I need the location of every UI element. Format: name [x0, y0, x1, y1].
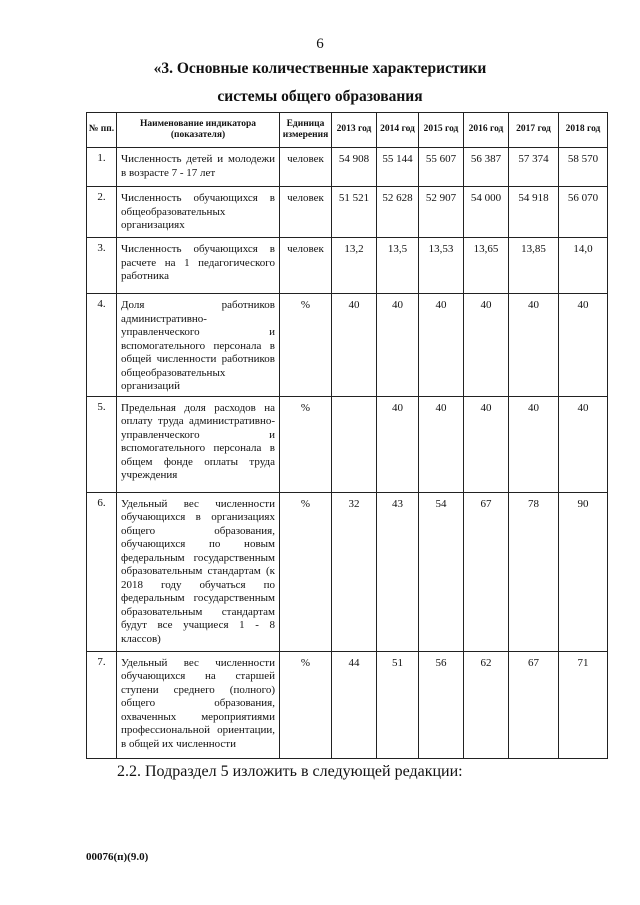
value-cell: 40	[559, 396, 608, 492]
value-cell: 40	[464, 396, 509, 492]
value-cell: 40	[419, 396, 464, 492]
indicators-table	[86, 112, 608, 759]
row-number: 3.	[87, 238, 117, 294]
value-cell: 54 908	[332, 148, 377, 187]
header-year: 2017 год	[509, 113, 559, 148]
value-cell: 40	[377, 396, 419, 492]
value-cell: 90	[559, 492, 608, 651]
value-cell: 67	[509, 651, 559, 758]
value-cell: 13,53	[419, 238, 464, 294]
table-row	[87, 187, 608, 238]
table-row	[87, 148, 608, 187]
value-cell	[332, 396, 377, 492]
unit-cell: %	[280, 492, 332, 651]
indicator-name: Численность обучающихся в расчете на 1 педагогического работника	[117, 238, 280, 294]
value-cell: 54	[419, 492, 464, 651]
header-name: Наименование индикатора (показателя)	[117, 113, 280, 148]
document-code: 00076(п)(9.0)	[86, 851, 149, 863]
page-number: 6	[316, 36, 324, 52]
row-number: 7.	[87, 651, 117, 758]
value-cell: 40	[509, 396, 559, 492]
row-number: 2.	[87, 187, 117, 238]
indicator-name: Удельный вес численности обучающихся в организациях общего образования, обучающихся по новым федеральным государственным образовательным стандартам (к 2018 году обучаться по федеральным государственным образовательным стандартам будут все учащиеся 1 - 8 классов)	[117, 492, 280, 651]
value-cell: 13,85	[509, 238, 559, 294]
table-row	[87, 651, 608, 758]
value-cell: 58 570	[559, 148, 608, 187]
unit-cell: человек	[280, 238, 332, 294]
value-cell: 52 907	[419, 187, 464, 238]
unit-cell: %	[280, 396, 332, 492]
table-row	[87, 396, 608, 492]
value-cell: 54 000	[464, 187, 509, 238]
unit-cell: %	[280, 651, 332, 758]
amendment-paragraph: 2.2. Подраздел 5 изложить в следующей редакции:	[117, 763, 463, 780]
unit-cell: %	[280, 294, 332, 397]
section-title-line-2: системы общего образования	[217, 88, 423, 105]
value-cell: 40	[559, 294, 608, 397]
row-number: 1.	[87, 148, 117, 187]
value-cell: 67	[464, 492, 509, 651]
indicator-name: Доля работников административно-управленческого и вспомогательного персонала в общей численности работников общеобразовательных организаций	[117, 294, 280, 397]
value-cell: 54 918	[509, 187, 559, 238]
value-cell: 62	[464, 651, 509, 758]
table-row	[87, 294, 608, 397]
value-cell: 56 070	[559, 187, 608, 238]
value-cell: 13,2	[332, 238, 377, 294]
value-cell: 40	[419, 294, 464, 397]
value-cell: 13,65	[464, 238, 509, 294]
value-cell: 13,5	[377, 238, 419, 294]
value-cell: 40	[332, 294, 377, 397]
value-cell: 78	[509, 492, 559, 651]
value-cell: 71	[559, 651, 608, 758]
value-cell: 52 628	[377, 187, 419, 238]
table-header-row	[87, 113, 608, 148]
header-year: 2016 год	[464, 113, 509, 148]
unit-cell: человек	[280, 187, 332, 238]
header-unit: Единица измерения	[280, 113, 332, 148]
table-row	[87, 238, 608, 294]
value-cell: 56	[419, 651, 464, 758]
header-year: 2015 год	[419, 113, 464, 148]
header-num: № пп.	[87, 113, 117, 148]
value-cell: 40	[509, 294, 559, 397]
indicator-name: Численность детей и молодежи в возрасте 7 - 17 лет	[117, 148, 280, 187]
row-number: 5.	[87, 396, 117, 492]
row-number: 6.	[87, 492, 117, 651]
table-row	[87, 492, 608, 651]
indicator-name: Предельная доля расходов на оплату труда административно-управленческого и вспомогательного персонала в общем фонде оплаты труда учреждения	[117, 396, 280, 492]
indicator-name: Численность обучающихся в общеобразовательных организациях	[117, 187, 280, 238]
value-cell: 40	[464, 294, 509, 397]
value-cell: 44	[332, 651, 377, 758]
value-cell: 57 374	[509, 148, 559, 187]
value-cell: 56 387	[464, 148, 509, 187]
value-cell: 32	[332, 492, 377, 651]
header-year: 2018 год	[559, 113, 608, 148]
row-number: 4.	[87, 294, 117, 397]
indicator-name: Удельный вес численности обучающихся на старшей ступени среднего (полного) общего образования, охваченных мероприятиями профессиональной ориентации, в общей их численности	[117, 651, 280, 758]
value-cell: 51	[377, 651, 419, 758]
header-year: 2013 год	[332, 113, 377, 148]
value-cell: 40	[377, 294, 419, 397]
header-year: 2014 год	[377, 113, 419, 148]
unit-cell: человек	[280, 148, 332, 187]
value-cell: 55 144	[377, 148, 419, 187]
value-cell: 14,0	[559, 238, 608, 294]
value-cell: 55 607	[419, 148, 464, 187]
value-cell: 51 521	[332, 187, 377, 238]
section-title-line-1: «3. Основные количественные характеристики	[153, 60, 487, 77]
value-cell: 43	[377, 492, 419, 651]
